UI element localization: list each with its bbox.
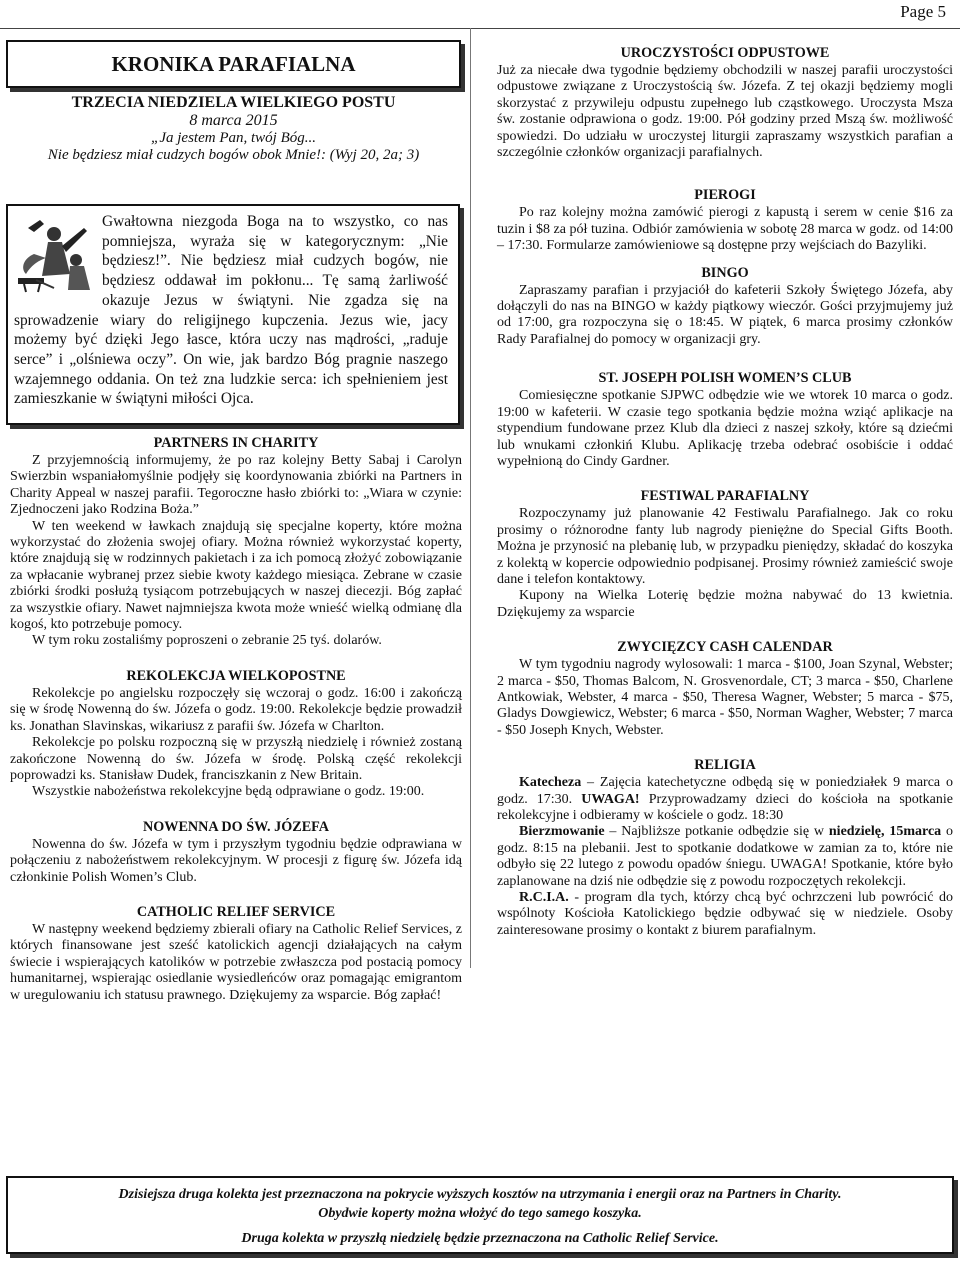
partners-heading: PARTNERS IN CHARITY bbox=[153, 435, 319, 451]
pierogi-p1: Po raz kolejny można zamówić pierogi z kapustą i serem w cenie $16 za tuzin i $8 za pół tuzina. Odbiór zamówienia w sobotę 28 marca w godz. od 14:00 – 17:30. Formularze zamówieniowe są dostępne przy wejściach do Bazyliki. bbox=[497, 205, 953, 254]
calendar-heading: ZWYCIĘZCY CASH CALENDAR bbox=[617, 639, 833, 656]
column-divider bbox=[470, 28, 471, 968]
collection-line-1: Dzisiejsza druga kolekta jest przeznaczona na pokrycie wyższych kosztów na utrzymania i energii oraz na Partners in Charity. bbox=[118, 1187, 842, 1202]
sunday-name: TRZECIA NIEDZIELA WIELKIEGO POSTU bbox=[71, 94, 396, 111]
rcia-label: R.C.I.A. bbox=[519, 890, 569, 906]
right-column bbox=[497, 45, 953, 939]
crs-p1: W następny weekend będziemy zbierali ofiary na Catholic Relief Services, z których finansowane jest sześć katolickich agencji działających na całym świecie i wspierających katolików w potrzebie zwłaszcza pod postacią pomocy humanitarnej, wspierając osiedlanie wysiedleńców oraz pomagając emigrantom w uregulowaniu ich statusu prawnego. Dziękujemy za wsparcie. Bóg zapłać! bbox=[10, 921, 462, 1003]
rekolekcja-p2: Rekolekcje po polsku rozpoczną się w przyszłą niedzielę i również zostaną zakończone Nowenną do św. Józefa w środę. Polską część rekolekcji poprowadzi ks. Stanisław Dudek, franciszkanin z New Britain. bbox=[10, 735, 462, 783]
rekolekcja-p3: Wszystkie nabożeństwa rekolekcyjne będą odprawiane o godz. 19:00. bbox=[32, 784, 425, 800]
bierzmowanie-text2: o godz. 8:15 na plebanii. Jest to spotkanie dodatkowe w zamian za to, które nie odbyło się 22 lutego z powodu opadów śniegu. UWAGA! Spotkanie, które było zaplanowane na dziś nie odbędzie się z powodu rozpoczętych rekolekcji. bbox=[497, 824, 954, 889]
uroczystosci-heading: UROCZYSTOŚCI ODPUSTOWE bbox=[620, 45, 830, 61]
rcia-text: - program dla tych, którzy chcą być ochrzczeni lub powrócić do wspólnoty Kościoła Katolickiego będzie odbywać się w niedziele. Osoby zainteresowane prosimy o kontakt z biurem parafialnym. bbox=[497, 890, 953, 938]
bierzmowanie-text1: – Najbliższe potkanie odbędzie się w bbox=[604, 824, 829, 840]
womens-club-p1: Comiesięczne spotkanie SJPWC odbędzie wie we wtorek 10 marca o godz. 19:00 w kafeterii. W czasie tego spotkania będzie można wziąć aplikacje na stypendium fundowane przez Klub dla dzieci z naszej szkoły, które są dziećmi lub wnukami członkiń Klubu. Aplikację trzeba odebrać osobiście i oddać wypełnioną do Cindy Gardner. bbox=[497, 388, 953, 469]
left-column bbox=[10, 435, 462, 1004]
festiwal-heading: FESTIWAL PARAFIALNY bbox=[640, 488, 810, 505]
nowenna-p1: Nowenna do św. Józefa w tym i przyszłym tygodniu będzie odprawiana w połączeniu z nabożeństwem rekolekcyjnym. W procesji z figurę św. Józefa idą członkinie Polish Women’s Club. bbox=[10, 836, 462, 885]
calendar-p1: W tym tygodniu nagrody wylosowali: 1 marca - $100, Joan Szynal, Webster; 2 marca - $50, Thomas Balcom, N. Grosvenordale, CT; 3 marca - $50, Charlene Antkowiak, Webster, 4 marca - $50, Theresa Wagner, Webster; 5 marca - $75, Gladys Dowgiewicz, Webster; 6 marca - $50, Norman Wagher, Webster; 7 marca - $50 Joseph Knych, Webster. bbox=[497, 657, 953, 738]
top-rule bbox=[0, 28, 960, 29]
page-number: Page 5 bbox=[900, 2, 946, 21]
religia-rcia bbox=[497, 890, 953, 939]
katecheza-uwaga: UWAGA! bbox=[581, 791, 640, 807]
rekolekcja-heading: REKOLEKCJA WIELKOPOSTNE bbox=[126, 667, 346, 684]
title-box bbox=[6, 40, 461, 88]
uroczystosci-p1: Już za niecałe dwa tygodnie będziemy obchodzili w naszej parafii uroczystości odpustowe związane z Uroczystością św. Józefa. Z tej okazji będziemy mogli skorzystać z przywileju odpustu zupełnego lub cząstkowego. Uroczysta Msza św. zostanie odprawiona o godz. 19:00. Pół godziny przed Mszą św. możliwość spowiedzi. Do udziału w uroczystej liturgii zapraszamy wszystkich parafian a szczególnie członków organizacji parafialnych. bbox=[497, 63, 953, 161]
collection-line-2: Obydwie koperty można włożyć do tego samego koszyka. bbox=[318, 1206, 642, 1221]
sunday-header bbox=[6, 94, 461, 164]
festiwal-p1: Rozpoczynamy już planowanie 42 Festiwalu Parafialnego. Jak co roku prosimy o różnorodne fanty lub nagrody pieniężne do Special Gifts Booth. Można je przynosić na plebanię lub, w przypadku pieniędzy, składać do koszyka z kolektą w kopercie odpowiednio podpisanej. Prosimy również zamieścić swoje dane i telefon kontaktowy. bbox=[497, 506, 953, 587]
katecheza-text: – Zajęcia katechetyczne odbędą się w poniedziałek 9 marca o godz. 17:30. bbox=[497, 775, 953, 807]
collection-line-3: Druga kolekta w przyszłą niedzielę będzie przeznaczona na Catholic Relief Service. bbox=[241, 1231, 719, 1246]
bierzmowanie-date: niedzielę, 15marca bbox=[828, 824, 942, 840]
collection-notice-box bbox=[6, 1176, 954, 1254]
religia-heading: RELIGIA bbox=[694, 757, 756, 774]
pierogi-heading: PIEROGI bbox=[694, 187, 756, 204]
nowenna-heading: NOWENNA DO ŚW. JÓZEFA bbox=[142, 818, 330, 835]
womens-club-heading: ST. JOSEPH POLISH WOMEN’S CLUB bbox=[598, 370, 852, 387]
bierzmowanie-label: Bierzmowanie bbox=[519, 824, 605, 840]
bingo-heading: BINGO bbox=[701, 264, 749, 281]
scripture-quote-1: „Ja jestem Pan, twój Bóg... bbox=[151, 130, 316, 146]
partners-p3: W tym roku zostaliśmy poproszeni o zebranie 25 tyś. dolarów. bbox=[32, 633, 382, 649]
sunday-date: 8 marca 2015 bbox=[189, 112, 278, 129]
partners-p1: Z przyjemnością informujemy, że po raz kolejny Betty Sabaj i Carolyn Swierzbin wspaniałomyślnie podjęły się koordynowania zbiórki na Partners in Charity Appeal w naszej parafii. Tegoroczne hasło zbiórki to: „Wiara w czynie: Zjednoczeni jako Rodzina Boża.” bbox=[10, 453, 462, 518]
rekolekcja-p1: Rekolekcje po angielsku rozpoczęły się wczoraj o godz. 16:00 i zakończą się w środę Nowenną do św. Józefa o godz. 19:00. Rekolekcje będzie prowadził ks. Jonathan Slavinskas, wikariusz z parafii św. Józefa w Charlton. bbox=[10, 685, 462, 734]
scripture-quote-2: Nie będziesz miał cudzych bogów obok Mnie!: (Wyj 20, 2a; 3) bbox=[47, 147, 420, 163]
katecheza-label: Katecheza bbox=[519, 775, 582, 791]
crs-heading: CATHOLIC RELIEF SERVICE bbox=[136, 903, 336, 920]
bulletin-title: KRONIKA PARAFIALNA bbox=[111, 52, 356, 76]
katecheza-rest: Przyprowadzamy dzieci do kościoła na spotkanie rekolekcyjne i odbieramy w kościele o godz. 18:30 bbox=[497, 791, 953, 823]
religia-katecheza bbox=[497, 775, 953, 824]
reflection-text: Gwałtowna niezgoda Boga na to wszystko, co nas pomniejsza, wyraża się w kategorycznym: „Nie będziesz!”. Nie będziesz miał cudzych bogów, nie będziesz oddawał im pokłonu... Tę samą żarliwość okazuje Jezus w świątyni. Nie zgadza się na sprowadzenie wiary do religijnego kupczenia. Jezus wie, jacy możemy być dzięki Jego łasce, która uczy nas mądrości, „raduje serce” i „olśniewa oczy”. On wie, jak bardzo Bóg pragnie naszego wzajemnego oddania. On też zna ludzkie serca: ich spełnieniem jest zamieszkanie w świątyni miłości Ojca. bbox=[14, 213, 448, 408]
religia-bierzmowanie bbox=[497, 824, 953, 890]
partners-p2: W ten weekend w ławkach znajdują się specjalne koperty, które można wykorzystać do złożenia swojej ofiary. Można również wykorzystać koperty, które znajdują się w rodzinnych pakietach i za ich pomocą złożyć zobowiązanie za wpłacanie wybranej przez siebie kwoty każdego miesiąca. Zebrane w czasie zbiórki środki posłużą tysiącom potrzebujących w naszej diecezji. Bóg zapłać za wszystkie ofiary. Nawet najmniejsza kwota może wnieść wielką odmianę dla kogoś, kto potrzebuje pomocy. bbox=[10, 518, 462, 633]
festiwal-p2: Kupony na Wielka Loterię będzie można nabywać do 13 kwietnia. Dziękujemy za wsparcie bbox=[497, 588, 953, 620]
jesus-cleansing-temple-icon bbox=[14, 214, 96, 294]
reflection-body bbox=[14, 212, 448, 409]
bingo-p1: Zapraszamy parafian i przyjaciół do kafeterii Szkoły Świętego Józefa, aby dołączyli do nas na BINGO w każdy piątkowy wieczór. Gości przyjmujemy już od 17:00, gra rozpoczyna się o 18:45. W piątek, 6 marca prosimy członków Rady Parafialnej do pomocy w organizacji gry. bbox=[497, 282, 953, 347]
